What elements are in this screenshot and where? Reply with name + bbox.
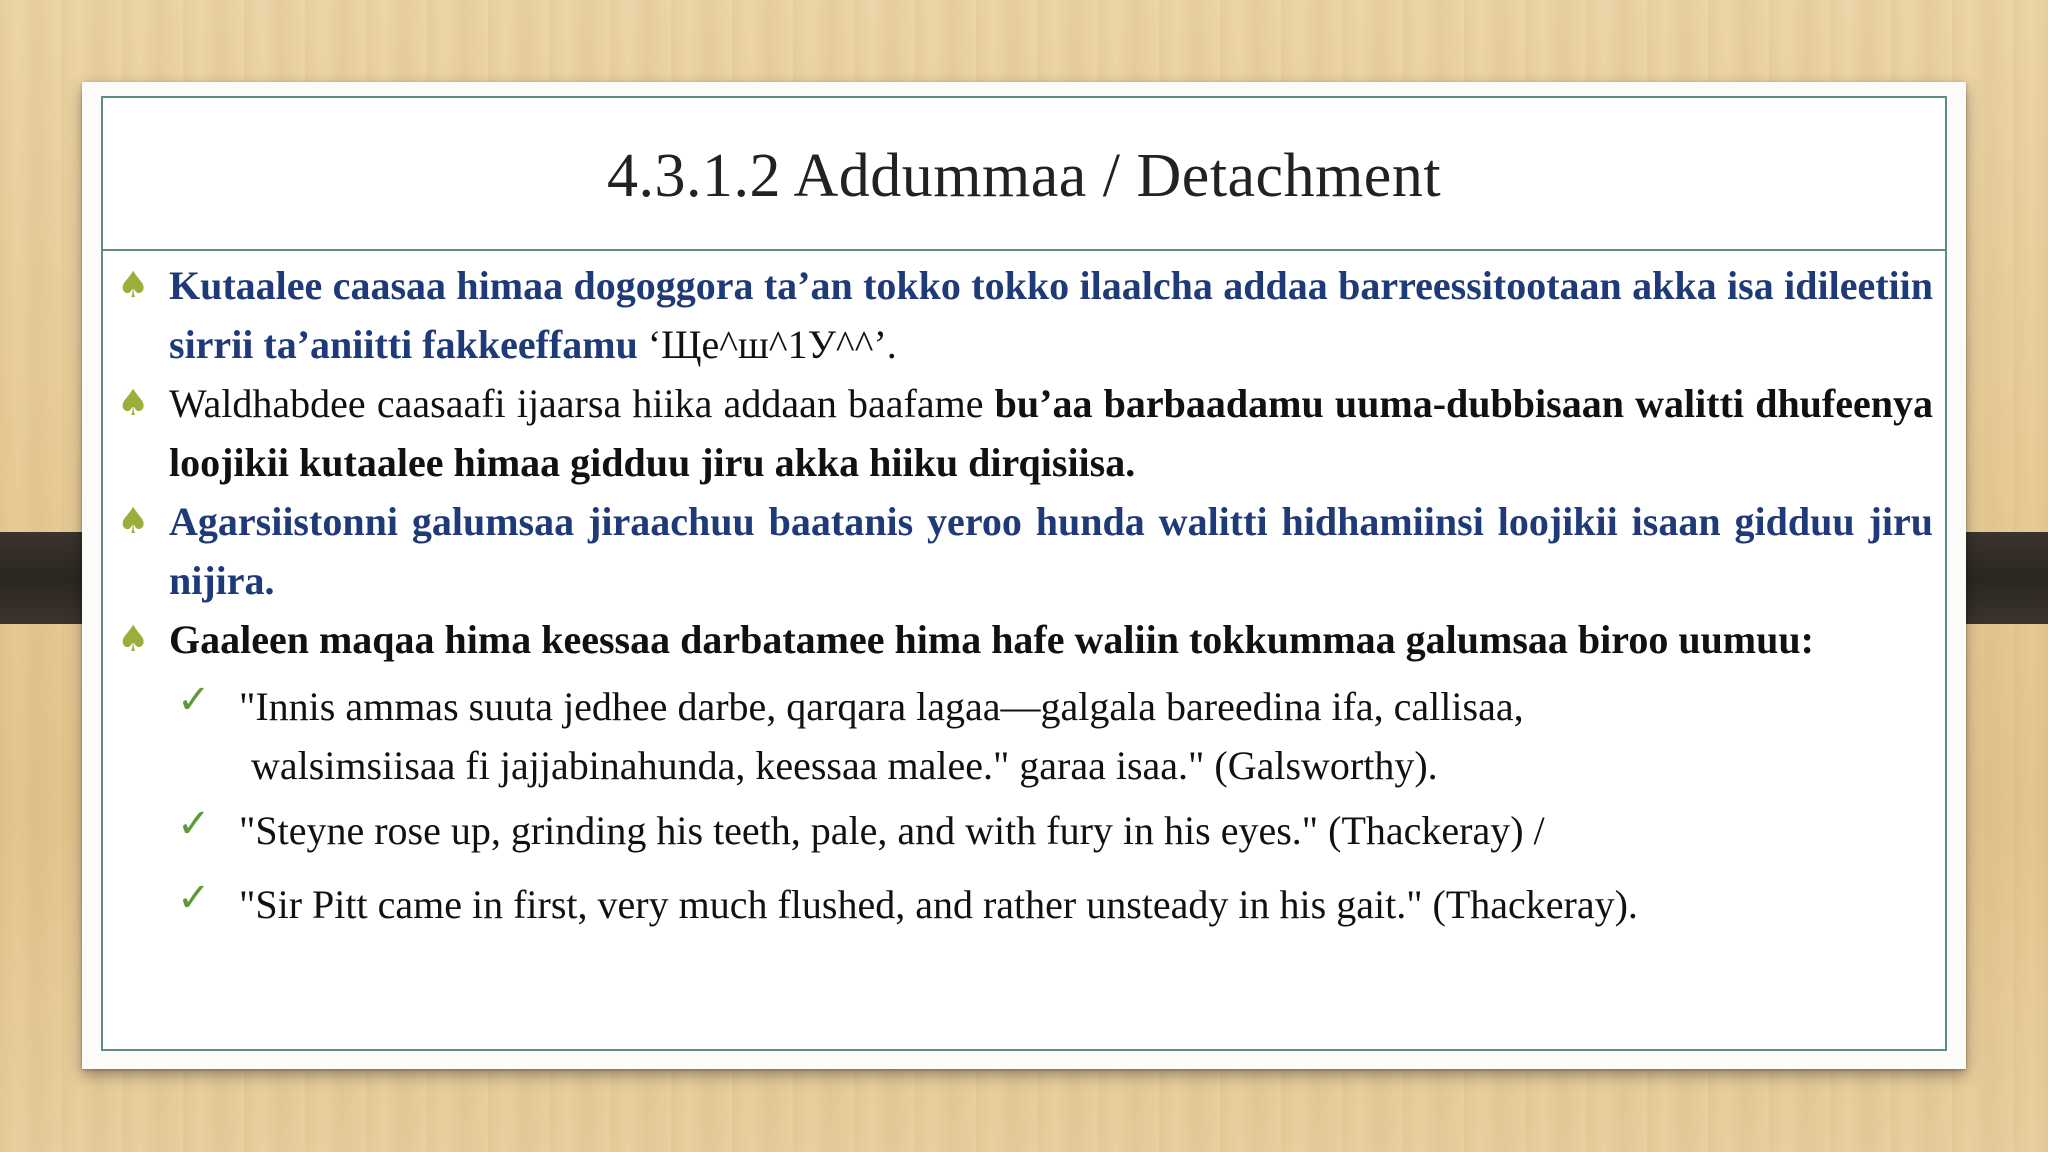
bullet-text: Waldhabdee caasaafi ijaarsa hiika addaan baafame <box>169 381 995 426</box>
bullet-item <box>117 374 1933 492</box>
title-area <box>103 98 1945 251</box>
check-icon: ✓ <box>177 677 211 723</box>
bullet-text-bold: Gaaleen maqaa hima keessaa darbatamee hima hafe waliin tokkummaa galumsaa biroo uumuu: <box>169 617 1814 662</box>
bullet-text-highlight: Kutaalee caasaa himaa dogoggora ta’an tokko tokko ilaalcha addaa barreessitootaan akka isa idileetiin sirrii ta’aniitti fakkeeffamu <box>169 263 1933 367</box>
slide-title: 4.3.1.2 Addummaa / Detachment <box>606 142 1442 210</box>
bullet-item <box>117 256 1933 374</box>
slide-content <box>117 256 1933 934</box>
bullet-text-bold: bu’aa barbaadamu uuma-dubbisaan walitti dhufeenya loojikii kutaalee himaa gidduu jiru akka hiiku dirqisiisa. <box>169 381 1934 485</box>
slide-frame <box>101 96 1947 1051</box>
example-text-line: "Steyne rose up, grinding his teeth, pale, and with fury in his eyes." (Thackeray) / <box>239 808 1545 853</box>
example-item <box>117 875 1933 934</box>
example-item <box>117 677 1933 795</box>
check-icon: ✓ <box>177 875 211 921</box>
spade-icon: ♠ <box>117 383 150 424</box>
bullet-item <box>117 492 1933 610</box>
bullet-text-highlight: Agarsiistonni galumsaa jiraachuu baatanis yeroo hunda walitti hidhamiinsi loojikii isaan gidduu jiru nijira. <box>169 499 1933 603</box>
spade-icon: ♠ <box>117 619 150 660</box>
bullet-item <box>117 610 1933 669</box>
example-text-line: "Innis ammas suuta jedhee darbe, qarqara lagaa—galgala bareedina ifa, callisaa, <box>239 684 1524 729</box>
spade-icon: ♠ <box>117 265 150 306</box>
check-icon: ✓ <box>177 801 211 847</box>
example-item <box>117 801 1933 860</box>
spade-icon: ♠ <box>117 501 150 542</box>
example-text-line: "Sir Pitt came in first, very much flushed, and rather unsteady in his gait." (Thackeray). <box>239 882 1638 927</box>
example-text-line: walsimsiisaa fi jajjabinahunda, keessaa malee." garaa isaa." (Galsworthy). <box>251 743 1438 788</box>
bullet-text: ‘Ще^ш^1У^^’. <box>637 322 897 367</box>
